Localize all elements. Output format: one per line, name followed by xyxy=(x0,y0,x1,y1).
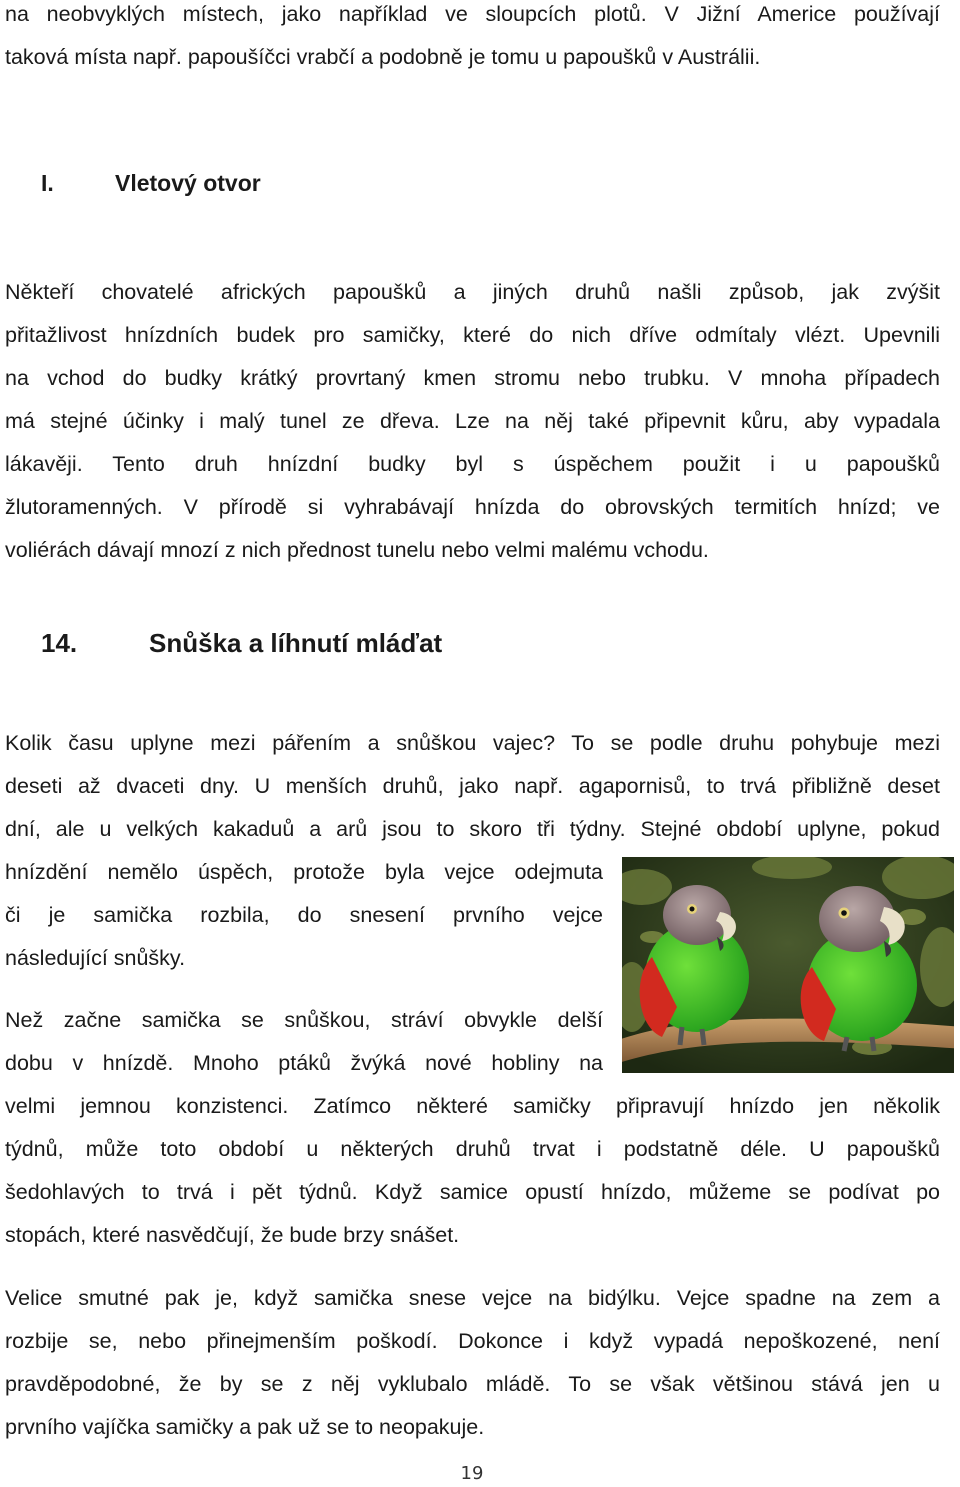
text-line: prvního vajíčka samičky a pak už se to neopakuje. xyxy=(5,1415,485,1439)
text-line: na neobvyklých místech, jako například ve sloupcích plotů. V Jižní Americe používají xyxy=(5,2,940,26)
section1-paragraph xyxy=(5,271,940,572)
text-line: či je samička rozbila, do snesení prvního vejce xyxy=(5,903,603,927)
text-line: šedohlavých to trvá i pět týdnů. Když samice opustí hnízdo, můžeme se podívat po xyxy=(5,1180,940,1204)
text-line: následující snůšky. xyxy=(5,946,186,970)
chapter-title: Snůška a líhnutí mláďat xyxy=(149,628,443,658)
text-line: taková místa např. papoušíčci vrabčí a podobně je tomu u papoušků v Austrálii. xyxy=(5,45,761,69)
section-title: Vletový otvor xyxy=(115,170,261,196)
chapter-number: 14. xyxy=(41,628,78,658)
paragraph-2-wrapped xyxy=(5,999,603,1085)
intro-paragraph xyxy=(5,0,940,79)
section-number: I. xyxy=(41,170,54,196)
parrots-photo xyxy=(622,857,954,1073)
paragraph-3 xyxy=(5,1277,940,1449)
text-line: stopách, které nasvědčují, že bude brzy snášet. xyxy=(5,1223,460,1247)
parrots-illustration xyxy=(622,857,954,1073)
text-line: hnízdění nemělo úspěch, protože byla vejce odejmuta xyxy=(5,860,603,884)
text-line: žlutoramenných. V přírodě si vyhrabávají hnízda do obrovských termitích hnízd; ve xyxy=(5,495,940,519)
text-line: má stejné účinky i malý tunel ze dřeva. Lze na něj také připevnit kůru, aby vypadala xyxy=(5,409,940,433)
text-line: voliérách dávají mnozí z nich přednost tunelu nebo velmi malému vchodu. xyxy=(5,538,709,562)
text-line: Velice smutné pak je, když samička snese vejce na bidýlku. Vejce spadne na zem a xyxy=(5,1286,940,1310)
text-line: Někteří chovatelé afrických papoušků a jiných druhů našli způsob, jak zvýšit xyxy=(5,280,940,304)
text-line: týdnů, může toto období u některých druhů trvat i podstatně déle. U papoušků xyxy=(5,1137,940,1161)
text-line: deseti až dvaceti dny. U menších druhů, jako např. agapornisů, to trvá přibližně deset xyxy=(5,774,940,798)
text-line: dní, ale u velkých kakaduů a arů jsou to skoro tři týdny. Stejné období uplyne, pokud xyxy=(5,817,940,841)
text-line: velmi jemnou konzistenci. Zatímco některé samičky připravují hnízdo jen několik xyxy=(5,1094,940,1118)
text-line: lákavěji. Tento druh hnízdní budky byl s úspěchem použit i u papoušků xyxy=(5,452,940,476)
paragraph-1 xyxy=(5,722,940,851)
text-line: přitažlivost hnízdních budek pro samičky, které do nich dříve odmítaly vlézt. Upevnili xyxy=(5,323,940,347)
paragraph-1-wrapped xyxy=(5,851,603,980)
page-number: 19 xyxy=(460,1463,484,1484)
text-line: Kolik času uplyne mezi pářením a snůškou vajec? To se podle druhu pohybuje mezi xyxy=(5,731,940,755)
text-line: Než začne samička se snůškou, stráví obvykle delší xyxy=(5,1008,603,1032)
text-line: dobu v hnízdě. Mnoho ptáků žvýká nové hobliny na xyxy=(5,1051,603,1075)
text-line: rozbije se, nebo přinejmenším poškodí. Dokonce i když vypadá nepoškozené, není xyxy=(5,1329,940,1353)
paragraph-2 xyxy=(5,1085,940,1257)
text-line: pravděpodobné, že by se z něj vyklubalo mládě. To se však většinou stává jen u xyxy=(5,1372,940,1396)
text-line: na vchod do budky krátký provrtaný kmen stromu nebo trubku. V mnoha případech xyxy=(5,366,940,390)
